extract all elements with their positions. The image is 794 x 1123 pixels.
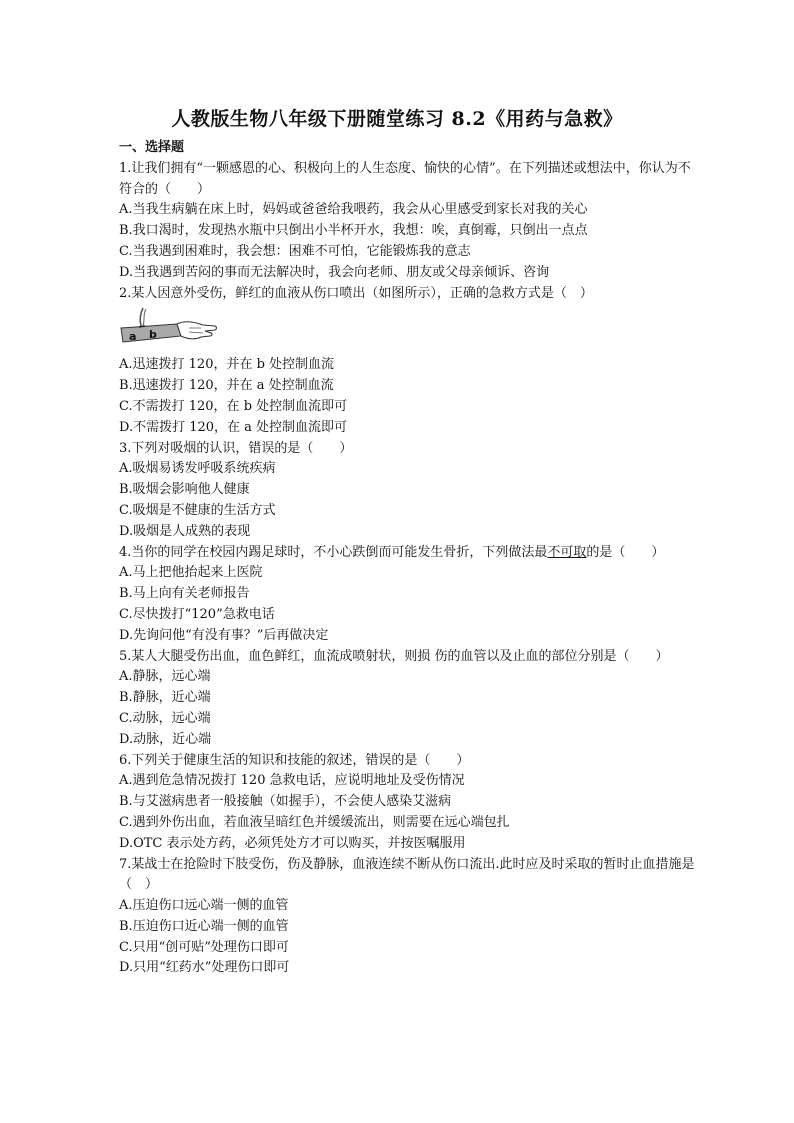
figure-label-b: b	[149, 328, 157, 342]
question-5-option-a: A.静脉，远心端	[119, 669, 211, 685]
question-6-option-a: A.遇到危急情况拨打 120 急救电话，应说明地址及受伤情况	[119, 773, 465, 789]
question-6-option-c: C.遇到外伤出血，若血液呈暗红色并缓缓流出，则需要在远心端包扎	[119, 814, 510, 830]
question-5-option-c: C.动脉，远心端	[119, 710, 211, 726]
question-5-option-b: B.静脉，近心端	[119, 690, 211, 706]
question-4-stem-before: 4.当你的同学在校园内踢足球时，不小心跌倒而可能发生骨折，下列做法最	[119, 544, 548, 560]
question-1-option-a: A.当我生病躺在床上时，妈妈或爸爸给我喂药，我会从心里感受到家长对我的关心	[119, 202, 588, 218]
section-heading: 一、选择题	[119, 140, 185, 155]
question-1-stem: 1.让我们拥有“一颗感恩的心、积极向上的人生态度、愉快的心情”。在下列描述或想法中，你认为不符合的（ ）	[119, 160, 691, 197]
question-3-stem: 3.下列对吸烟的认识，错误的是（ ）	[119, 440, 353, 456]
question-2-option-c: C.不需拨打 120，在 b 处控制血流即可	[119, 398, 348, 414]
question-7-option-b: B.压迫伤口近心端一侧的血管	[119, 918, 289, 934]
question-list	[119, 138, 699, 979]
question-4-option-c: C.尽快拨打“120”急救电话	[119, 606, 275, 622]
question-2-option-d: D.不需拨打 120，在 a 处控制血流即可	[119, 419, 348, 435]
question-2-option-a: A.迅速拨打 120，并在 b 处控制血流	[119, 357, 335, 373]
question-4-stem	[119, 543, 699, 564]
question-6-option-d: D.OTC 表示处方药，必须凭处方才可以购买，并按医嘱服用	[119, 835, 466, 851]
question-6-stem: 6.下列关于健康生活的知识和技能的叙述，错误的是（ ）	[119, 752, 470, 768]
question-3-option-b: B.吸烟会影响他人健康	[119, 482, 250, 498]
question-7-option-d: D.只用“红药水”处理伤口即可	[119, 960, 290, 976]
question-1-option-b: B.我口渴时，发现热水瓶中只倒出小半杯开水，我想：唉，真倒霉，只倒出一点点	[119, 223, 588, 239]
question-5-stem: 5.某人大腿受伤出血，血色鲜红，血流成喷射状，则损 伤的血管以及止血的部位分别是（ ）	[119, 648, 669, 664]
question-2-stem: 2.某人因意外受伤，鲜红的血液从伤口喷出（如图所示），正确的急救方式是（ ）	[119, 285, 593, 301]
question-1-option-c: C.当我遇到困难时，我会想：困难不可怕，它能锻炼我的意志	[119, 243, 471, 259]
question-4-option-a: A.马上把他抬起来上医院	[119, 565, 263, 581]
arm-wound-figure	[119, 306, 699, 353]
figure-label-a: a	[129, 330, 137, 344]
question-3-option-c: C.吸烟是不健康的生活方式	[119, 502, 276, 518]
question-7-stem: 7.某战士在抢险时下肢受伤，伤及静脉，血液连续不断从伤口流出.此时应及时采取的暂时止血措施是（ ）	[119, 856, 695, 893]
question-5-option-d: D.动脉，近心端	[119, 731, 212, 747]
document-title: 人教版生物八年级下册随堂练习 8.2《用药与急救》	[171, 108, 623, 130]
question-6-option-b: B.与艾滋病患者一般接触（如握手），不会使人感染艾滋病	[119, 794, 452, 810]
question-4-option-d: D.先询问他“有没有事？”后再做决定	[119, 627, 329, 643]
question-3-option-d: D.吸烟是人成熟的表现	[119, 523, 251, 539]
question-4-stem-after: 的是（ ）	[586, 544, 665, 560]
question-7-option-a: A.压迫伤口远心端一侧的血管	[119, 898, 289, 914]
question-7-option-c: C.只用“创可贴”处理伤口即可	[119, 939, 289, 955]
arm-wound-illustration	[119, 306, 219, 352]
question-1-option-d: D.当我遇到苦闷的事而无法解决时，我会向老师、朋友或父母亲倾诉、咨询	[119, 264, 550, 280]
question-4-stem-underline: 不可取	[547, 544, 587, 560]
question-4-option-b: B.马上向有关老师报告	[119, 586, 250, 602]
question-2-option-b: B.迅速拨打 120，并在 a 处控制血流	[119, 378, 334, 394]
question-3-option-a: A.吸烟易诱发呼吸系统疾病	[119, 461, 276, 477]
